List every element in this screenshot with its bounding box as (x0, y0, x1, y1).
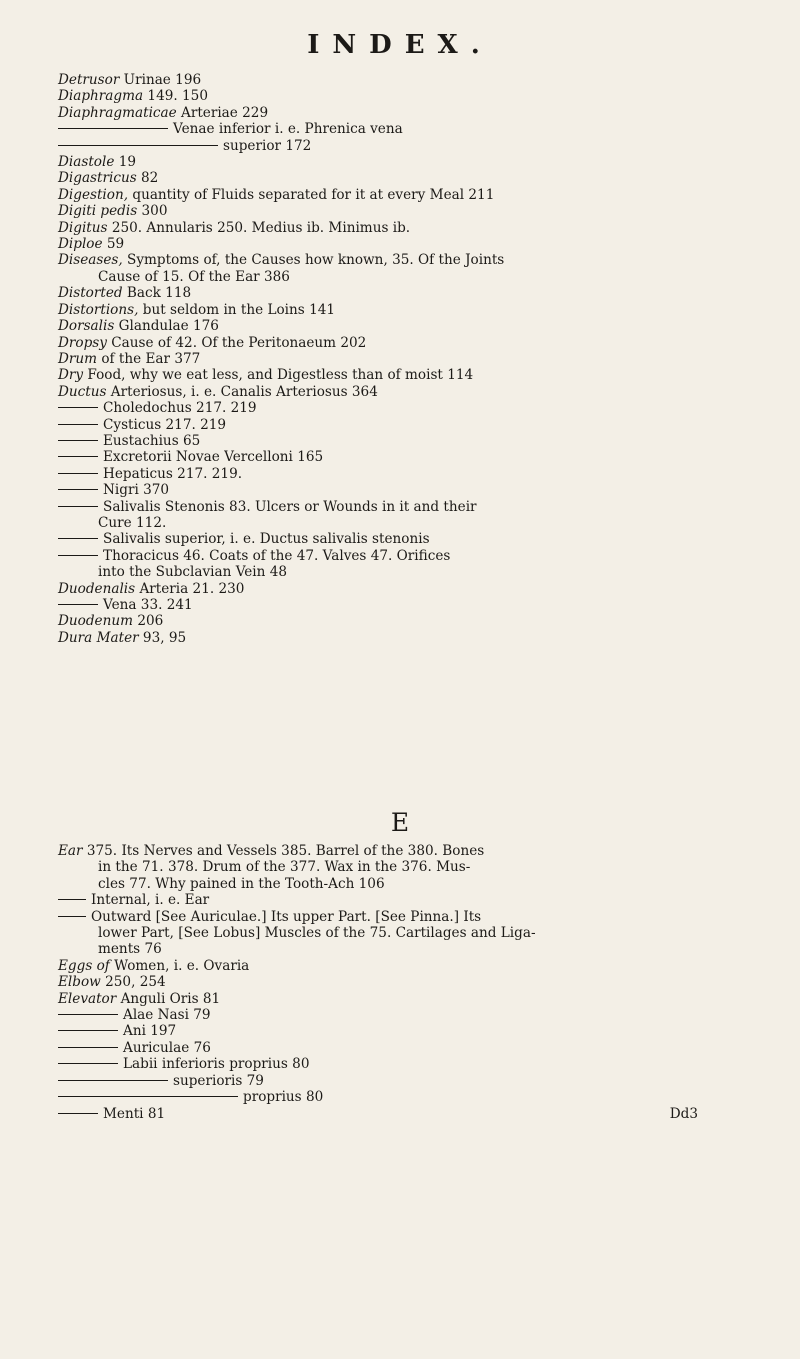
index-entry (58, 105, 758, 121)
index-entry (58, 236, 758, 252)
ditto-rule (58, 1063, 118, 1064)
index-entry (58, 515, 758, 531)
ditto-rule (58, 145, 218, 146)
ditto-rule (58, 538, 98, 539)
entry-text: Labii inferioris proprius 80 (123, 1056, 310, 1073)
entry-text: Salivalis Stenonis 83. Ulcers or Wounds in it and their (103, 498, 477, 515)
index-entry (58, 1089, 758, 1105)
entry-text: 206 (133, 613, 164, 630)
ditto-rule (58, 1113, 98, 1114)
index-entry (58, 630, 758, 646)
entry-text: in the 71. 378. Drum of the 377. Wax in the 376. Mus- (98, 859, 471, 876)
signature-mark: Dd3 (669, 1105, 698, 1122)
index-entry (58, 285, 758, 301)
index-entry (58, 597, 758, 613)
index-entry (58, 531, 758, 547)
entry-headword: Elbow (58, 974, 101, 991)
index-entry (58, 1023, 758, 1039)
entry-headword: Distortions, (58, 301, 139, 318)
index-entry (58, 170, 758, 186)
index-entry (58, 220, 758, 236)
entry-headword: Diastole (58, 154, 115, 171)
index-entry (58, 335, 758, 351)
index-entry (58, 843, 758, 859)
entry-text: Back 118 (122, 285, 192, 302)
entry-text: 59 (102, 236, 125, 253)
entry-headword: Digestion, (58, 186, 129, 203)
ditto-rule (58, 506, 98, 507)
index-entry (58, 154, 758, 170)
entry-text: into the Subclavian Vein 48 (98, 564, 288, 581)
entry-text: Hepaticus 217. 219. (103, 465, 243, 482)
entry-text: Choledochus 217. 219 (103, 400, 257, 417)
entry-text: lower Part, [See Lobus] Muscles of the 75. Cartilages and Liga- (98, 925, 536, 942)
index-entry (58, 1007, 758, 1023)
index-entry (58, 482, 758, 498)
index-entry (58, 302, 758, 318)
entry-text: Nigri 370 (103, 482, 170, 499)
index-entry (58, 1040, 758, 1056)
entry-text: Cause of 15. Of the Ear 386 (98, 268, 290, 285)
entry-text: proprius 80 (243, 1089, 324, 1106)
entry-text: 93, 95 (138, 629, 187, 646)
entry-headword: Ductus (58, 383, 107, 400)
section-letter-e: E (390, 808, 410, 837)
entry-text: Outward [See Auriculae.] Its upper Part. [See Pinna.] Its (91, 908, 482, 925)
index-entry (58, 909, 758, 925)
entry-text: Thoracicus 46. Coats of the 47. Valves 47. Orifices (103, 547, 451, 564)
entry-text: 375. Its Nerves and Vessels 385. Barrel of the 380. Bones (82, 843, 485, 859)
ditto-rule (58, 1047, 118, 1048)
index-entry (58, 613, 758, 629)
index-entry (58, 581, 758, 597)
index-entry (58, 187, 758, 203)
index-entry (58, 351, 758, 367)
section-e-entries (58, 843, 758, 1122)
ditto-rule (58, 555, 98, 556)
entry-text: 250. Annularis 250. Medius ib. Minimus ib. (107, 219, 411, 236)
index-entry (58, 384, 758, 400)
index-entry (58, 138, 758, 154)
entry-headword: Detrusor (58, 72, 120, 88)
entry-headword: Digiti pedis (58, 203, 138, 220)
entry-text: Internal, i. e. Ear (91, 892, 210, 909)
entry-headword: Distorted (58, 285, 123, 302)
entry-text: 300 (137, 203, 168, 220)
index-entry (58, 72, 758, 88)
entry-text: but seldom in the Loins 141 (138, 301, 336, 318)
entry-headword: Digastricus (58, 170, 137, 187)
index-entry (58, 269, 758, 285)
entry-text: Cure 112. (98, 514, 167, 531)
entry-text: Cysticus 217. 219 (103, 416, 227, 433)
index-entry (58, 892, 758, 908)
entry-headword: Digitus (58, 219, 108, 236)
ditto-rule (58, 1014, 118, 1015)
entry-headword: Ear (58, 843, 83, 859)
ditto-rule (58, 128, 168, 129)
ditto-rule (58, 916, 86, 917)
ditto-rule (58, 424, 98, 425)
entry-text: 250, 254 (100, 974, 166, 991)
index-entry (58, 367, 758, 383)
entry-headword: Drum (58, 350, 98, 367)
entry-text: cles 77. Why pained in the Tooth-Ach 106 (98, 875, 385, 892)
ditto-rule (58, 1030, 118, 1031)
ditto-rule (58, 407, 98, 408)
index-entry (58, 1073, 758, 1089)
entry-headword: Diseases, (58, 252, 123, 269)
entry-text: Food, why we eat less, and Digestless than of moist 114 (83, 367, 474, 384)
entry-headword: Dropsy (58, 334, 107, 351)
entry-text: Auriculae 76 (123, 1039, 211, 1056)
entry-text: Arteriosus, i. e. Canalis Arteriosus 364 (106, 383, 378, 400)
index-entry (58, 499, 758, 515)
index-entry (58, 876, 758, 892)
entry-headword: Dry (58, 367, 84, 384)
index-entry (58, 958, 758, 974)
index-entry (58, 1056, 758, 1072)
index-entry (58, 859, 758, 875)
entry-text: Anguli Oris 81 (116, 990, 221, 1007)
section-d-entries (58, 72, 758, 646)
index-entry (58, 88, 758, 104)
ditto-rule (58, 1080, 168, 1081)
ditto-rule (58, 604, 98, 605)
entry-text: Menti 81 (103, 1105, 166, 1122)
index-entry (58, 400, 758, 416)
ditto-rule (58, 489, 98, 490)
entry-text: 82 (136, 170, 159, 187)
index-entry (58, 417, 758, 433)
entry-text: 19 (114, 154, 136, 171)
entry-text: Eustachius 65 (103, 432, 201, 449)
index-entry (58, 1106, 698, 1122)
index-entry (58, 974, 758, 990)
entry-text: Salivalis superior, i. e. Ductus salivalis stenonis (103, 531, 430, 548)
index-entry (58, 991, 758, 1007)
entry-headword: Dorsalis (58, 318, 115, 335)
entry-headword: Duodenum (58, 613, 133, 630)
entry-text: of the Ear 377 (97, 350, 201, 367)
index-entry (58, 252, 758, 268)
entry-headword: Diaphragmaticae (58, 104, 177, 121)
entry-text: Glandulae 176 (114, 318, 219, 335)
entry-text: Cause of 42. Of the Peritonaeum 202 (106, 334, 367, 351)
entry-headword: Diploe (58, 236, 103, 253)
entry-text: Arteriae 229 (176, 104, 269, 121)
index-entry (58, 449, 758, 465)
ditto-rule (58, 456, 98, 457)
ditto-rule (58, 899, 86, 900)
entry-headword: Duodenalis (58, 580, 136, 597)
index-entry (58, 433, 758, 449)
index-entry (58, 203, 758, 219)
entry-text: ments 76 (98, 941, 162, 958)
entry-text: Women, i. e. Ovaria (109, 957, 250, 974)
entry-text: Alae Nasi 79 (123, 1007, 211, 1024)
entry-headword: Eggs of (58, 957, 110, 974)
page-header: INDEX. (307, 30, 493, 60)
entry-headword: Dura Mater (58, 629, 139, 646)
entry-text: quantity of Fluids separated for it at every Meal 211 (128, 186, 495, 203)
index-entry (58, 466, 758, 482)
index-entry (58, 121, 758, 137)
index-entry (58, 548, 758, 564)
entry-headword: Diaphragma (58, 88, 144, 105)
index-entry (58, 318, 758, 334)
entry-text: Ani 197 (123, 1023, 177, 1040)
ditto-rule (58, 1096, 238, 1097)
index-entry (58, 925, 758, 941)
entry-text: Vena 33. 241 (103, 597, 193, 613)
entry-text: Urinae 196 (119, 72, 202, 88)
entry-text: Excretorii Novae Vercelloni 165 (103, 449, 324, 466)
ditto-rule (58, 473, 98, 474)
entry-headword: Elevator (58, 990, 117, 1007)
entry-text: Venae inferior i. e. Phrenica vena (173, 121, 403, 138)
entry-text: Arteria 21. 230 (135, 580, 245, 597)
ditto-rule (58, 440, 98, 441)
index-entry (58, 564, 758, 580)
index-entry (58, 941, 758, 957)
entry-text: superior 172 (223, 137, 312, 154)
entry-text: Symptoms of, the Causes how known, 35. Of the Joints (122, 252, 505, 269)
entry-text: 149. 150 (143, 88, 208, 105)
entry-text: superioris 79 (173, 1072, 264, 1089)
